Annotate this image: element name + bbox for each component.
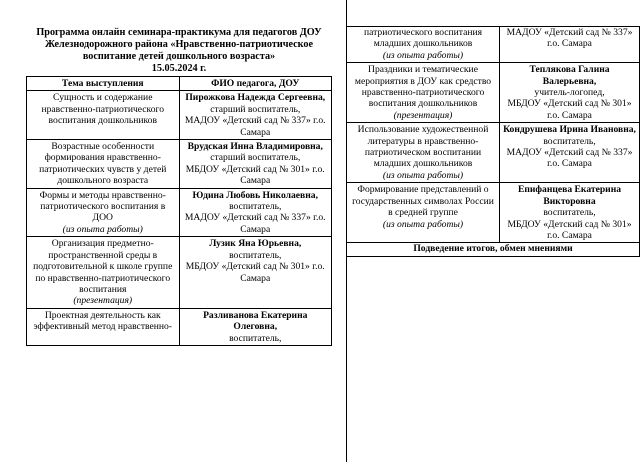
person-cell [500, 27, 640, 63]
person-cell [500, 183, 640, 243]
topic-note: (презентация) [393, 109, 453, 121]
topic-note: (из опыта работы) [62, 223, 143, 235]
program-table-left [26, 76, 332, 346]
person-cell [179, 237, 332, 308]
right-column [346, 0, 640, 462]
topic-cell [347, 183, 500, 243]
table-row-summary [347, 243, 640, 256]
topic-note: (из опыта работы) [382, 218, 464, 230]
topic-text: Проектная деятельность как эффективный метод нравственно- [33, 309, 172, 333]
person-organization: МБДОУ «Детский сад № 301» г.о. Самара [185, 163, 325, 187]
program-title [26, 27, 332, 75]
column-header-person: ФИО педагога, ДОУ [179, 77, 332, 91]
person-position: воспитатель, [229, 332, 282, 344]
person-name: Пирожкова Надежда Сергеевна, [185, 92, 326, 104]
topic-text: Возрастные особенности формирования нравственно-патриотических чувств у детей дошкольного возраста [39, 141, 167, 187]
program-date: 15.05.2024 г. [151, 63, 207, 74]
table-row [347, 27, 640, 63]
person-position: воспитатель, [543, 207, 596, 219]
person-cell [500, 63, 640, 123]
topic-cell [27, 308, 180, 345]
person-organization: МБДОУ «Детский сад № 301» г.о. Самара [507, 218, 632, 241]
table-row [347, 183, 640, 243]
topic-text: Формы и методы нравственно-патриотического воспитания в ДОО [39, 189, 166, 224]
person-position: воспитатель, [229, 201, 282, 213]
program-table-right [346, 26, 640, 257]
left-column [26, 0, 332, 462]
person-name: Юдина Любовь Николаевна, [192, 189, 318, 201]
topic-text: Использование художественной литературы в нравственно-патриотическом воспитании младших дошкольников [357, 124, 489, 170]
person-position: воспитатель, [229, 249, 282, 261]
topic-text: патриотического воспитания младших дошкольников [363, 27, 483, 50]
person-position: старший воспитатель, [210, 152, 301, 164]
table-row [347, 63, 640, 123]
person-organization: МАДОУ «Детский сад № 337» г.о. Самара [506, 27, 633, 50]
program-title-text: Программа онлайн семинара-практикума для педагогов ДОУ Железнодорожного района «Нравственно-патриотическое воспитание детей дошкольного возраста» [36, 27, 322, 62]
person-organization: МАДОУ «Детский сад № 337» г.о. Самара [506, 147, 633, 170]
person-name: Разливанова Екатерина Олеговна, [203, 309, 308, 333]
table-row [27, 308, 332, 345]
person-position: старший воспитатель, [210, 103, 301, 115]
topic-note: (из опыта работы) [382, 169, 464, 181]
program-table-right-body [347, 27, 640, 243]
person-organization: МБДОУ «Детский сад № 301» г.о. Самара [507, 98, 632, 121]
topic-note: (презентация) [73, 295, 133, 307]
column-header-topic: Тема выступления [27, 77, 180, 91]
topic-text: Праздники и тематические мероприятия в ДОУ как средство нравственно-патриотического воспитания дошкольников [354, 64, 492, 110]
person-cell [179, 188, 332, 237]
topic-cell [347, 63, 500, 123]
person-name: Кондрушева Ирина Ивановна, [503, 124, 636, 136]
person-name: Лузик Яна Юрьевна, [209, 238, 302, 250]
person-organization: МАДОУ «Детский сад № 337» г.о. Самара [184, 212, 326, 235]
table-row [27, 140, 332, 189]
person-organization: МАДОУ «Детский сад № 337» г.о. Самара [184, 115, 326, 138]
person-name: Теплякова Галина Валерьевна, [529, 64, 610, 87]
topic-cell [347, 123, 500, 183]
table-row [27, 237, 332, 308]
person-cell [179, 140, 332, 189]
table-row [27, 91, 332, 140]
person-organization: МБДОУ «Детский сад № 301» г.о. Самара [185, 261, 325, 284]
topic-cell [347, 27, 500, 63]
program-table-left-body [27, 91, 332, 346]
topic-text: Формирование представлений о государственных символах России в средней группе [352, 184, 494, 219]
person-cell [179, 91, 332, 140]
person-cell [500, 123, 640, 183]
person-name: Врудская Инна Владимировна, [187, 141, 323, 153]
table-row [347, 123, 640, 183]
topic-text: Сущность и содержание нравственно-патриотического воспитания дошкольников [41, 92, 165, 127]
topic-cell [27, 91, 180, 140]
column-divider-line [346, 0, 347, 462]
summary-cell: Подведение итогов, обмен мнениями [347, 243, 640, 256]
topic-text: Организация предметно-пространственной среды в подготовительной к школе группе по нравственно-патриотического воспитания [33, 238, 173, 295]
table-row [27, 188, 332, 237]
person-name: Епифанцева Екатерина Викторовна [517, 184, 622, 207]
topic-cell [27, 188, 180, 237]
topic-note: (из опыта работы) [382, 49, 464, 61]
topic-cell [27, 140, 180, 189]
person-position: воспитатель, [543, 135, 596, 147]
table-header-row [27, 77, 332, 91]
person-position: учитель-логопед, [534, 87, 605, 99]
topic-cell [27, 237, 180, 308]
person-cell [179, 308, 332, 345]
